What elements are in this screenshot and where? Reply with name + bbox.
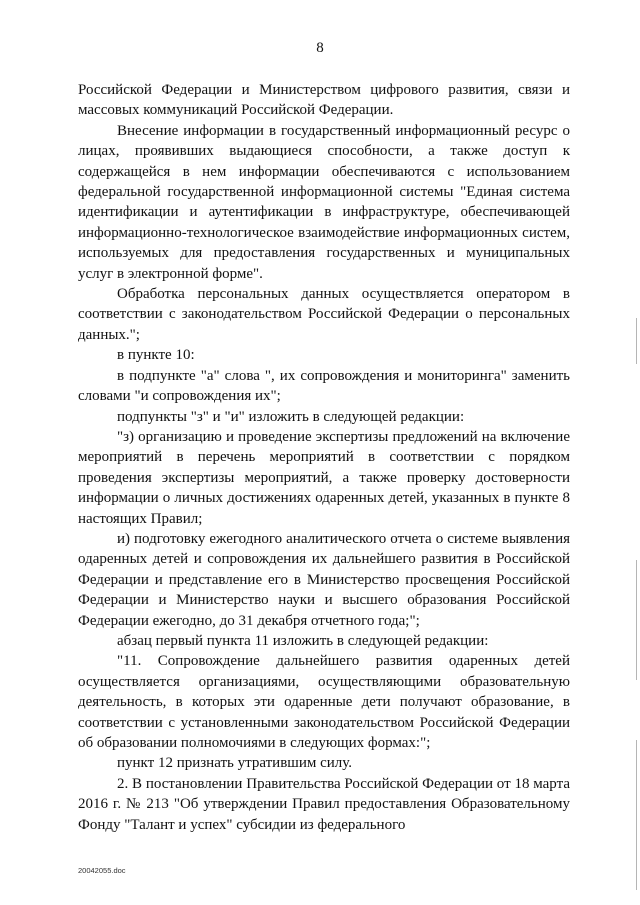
paragraph: абзац первый пункта 11 изложить в следующей редакции: xyxy=(117,632,489,649)
paragraph: в подпункте "а" слова ", их сопровождения и мониторинга" заменить словами "и сопровождения их"; xyxy=(78,367,570,405)
paragraph: в пункте 10: xyxy=(117,347,195,364)
paragraph: пункт 12 признать утратившим силу. xyxy=(117,755,353,772)
paragraph: "11. Сопровождение дальнейшего развития одаренных детей осуществляется организациями, осуществляющими образовательную деятельность, в которых эти одаренные дети получают образование, в соответствии с установленными законодательством Российской Федерации об образовании полномочиями в следующих формах:"; xyxy=(78,653,570,751)
footer-filename: 20042055.doc xyxy=(78,866,126,875)
scan-edge-mark xyxy=(636,740,637,890)
paragraph: 2. В постановлении Правительства Российской Федерации от 18 марта 2016 г. № 213 "Об утверждении Правил предоставления Образовательному Фонду "Талант и успех" субсидии из федерального xyxy=(78,775,570,833)
document-body xyxy=(78,80,570,835)
paragraph: подпункты "з" и "и" изложить в следующей редакции: xyxy=(117,408,465,425)
page-number: 8 xyxy=(316,40,324,56)
paragraph: Обработка персональных данных осуществляется оператором в соответствии с законодательством Российской Федерации о персональных данных."; xyxy=(78,286,570,343)
scan-edge-mark xyxy=(636,318,637,364)
paragraph: Внесение информации в государственный информационный ресурс о лицах, проявивших выдающиеся способности, а также доступ к содержащейся в нем информации обеспечиваются с использованием федеральной государственной информационной системы "Единая система идентификации и аутентификации в инфраструктуре, обеспечивающей информационно-технологическое взаимодействие информационных систем, используемых для предоставления государственных и муниципальных услуг в электронной форме". xyxy=(78,122,570,282)
paragraph: Российской Федерации и Министерством цифрового развития, связи и массовых коммуникаций Российской Федерации. xyxy=(78,82,570,119)
paragraph: и) подготовку ежегодного аналитического отчета о системе выявления одаренных детей и сопровождения их дальнейшего развития в Российской Федерации и представление его в Министерство просвещения Российской Федерации и Министерство науки и высшего образования Российской Федерации ежегодно, до 31 декабря отчетного года;"; xyxy=(78,530,570,629)
scan-edge-mark xyxy=(636,560,637,680)
paragraph: "з) организацию и проведение экспертизы предложений на включение мероприятий в перечень мероприятий в соответствии с порядком проведения экспертизы мероприятий, а также проверку достоверности информации о личных достижениях одаренных детей, указанных в пункте 8 настоящих Правил; xyxy=(78,428,570,527)
